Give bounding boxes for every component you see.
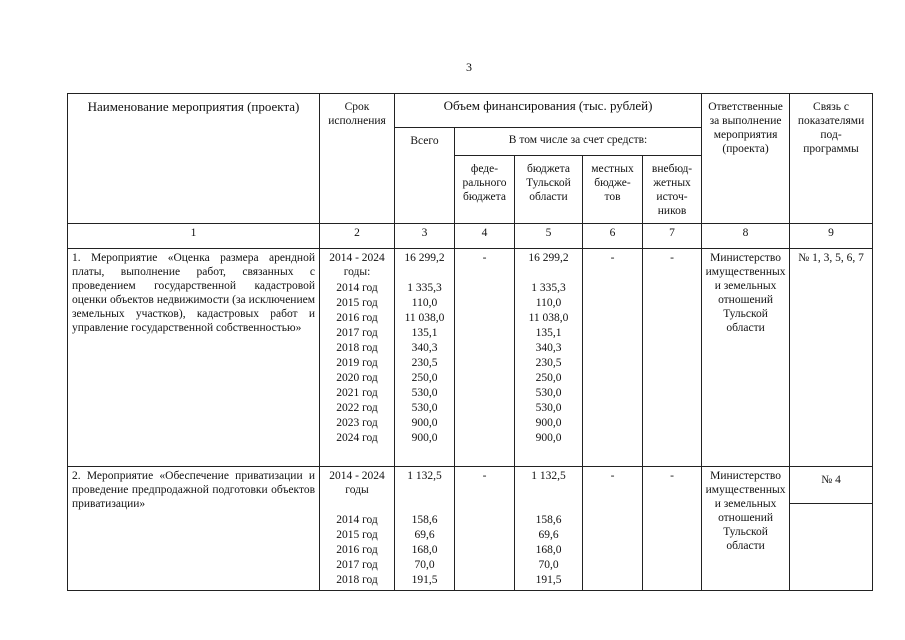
local-cell: -	[583, 467, 643, 591]
measure-name: 2. Мероприятие «Обеспечение приватизации и проведение предпродажной подготовки объектов приватизации»	[68, 467, 320, 591]
year-label: 2023 год	[336, 417, 378, 429]
year-label: 2015 год	[336, 529, 378, 541]
page-number: 3	[466, 60, 472, 74]
header-link: Связь с показателями под- программы	[790, 94, 873, 224]
regional-sum: 16 299,2	[528, 252, 569, 264]
year-value: 230,5	[535, 357, 562, 369]
responsible-cell: Министерство имущественных и земельных отношений Тульской области	[702, 249, 790, 467]
year-label: 2015 год	[336, 297, 378, 309]
extra-cell: -	[643, 249, 702, 467]
regional-cell	[515, 467, 583, 591]
regional-cell	[515, 249, 583, 467]
year-value: 135,1	[411, 327, 438, 339]
header-including: В том числе за счет средств:	[455, 128, 702, 156]
measure-name: 1. Мероприятие «Оценка размера арендной платы, выполнение работ, связанных с проведением государственной кадастровой оценки объектов недвижимости (за исключением земельных участков), кадастровых работ и управление государственной собственностью»	[68, 249, 320, 467]
year-label: 2016 год	[336, 544, 378, 556]
year-label: 2017 год	[336, 559, 378, 571]
year-label: 2022 год	[336, 402, 378, 414]
year-label: 2021 год	[336, 387, 378, 399]
year-value: 158,6	[411, 514, 438, 526]
year-value: 168,0	[411, 544, 438, 556]
year-value: 1 335,3	[407, 282, 442, 294]
col-number: 7	[643, 224, 702, 249]
col-number: 2	[320, 224, 395, 249]
total-cell	[395, 249, 455, 467]
year-label: 2018 год	[336, 342, 378, 354]
year-value: 230,5	[411, 357, 438, 369]
year-value: 340,3	[411, 342, 438, 354]
header-federal: феде- рального бюджета	[455, 156, 515, 224]
year-value: 110,0	[535, 297, 562, 309]
year-label: 2014 год	[336, 514, 378, 526]
table-row	[68, 467, 873, 591]
total-cell	[395, 467, 455, 591]
year-value: 530,0	[535, 387, 562, 399]
period-range: 2014 - 2024 годы	[329, 470, 385, 496]
header-total: Всего	[395, 128, 455, 224]
year-value: 900,0	[535, 432, 562, 444]
col-number: 4	[455, 224, 515, 249]
year-label: 2017 год	[336, 327, 378, 339]
year-value: 1 335,3	[531, 282, 566, 294]
year-value: 530,0	[535, 402, 562, 414]
regional-sum: 1 132,5	[531, 470, 566, 482]
header-local: местных бюдже- тов	[583, 156, 643, 224]
table-row	[68, 249, 873, 467]
measures-table	[67, 93, 873, 591]
header-extra: внебюд- жетных источ- ников	[643, 156, 702, 224]
year-value: 110,0	[411, 297, 438, 309]
year-value: 70,0	[538, 559, 559, 571]
col-number: 6	[583, 224, 643, 249]
year-value: 340,3	[535, 342, 562, 354]
link-value: № 4	[790, 467, 872, 504]
col-number: 9	[790, 224, 873, 249]
col-number: 5	[515, 224, 583, 249]
year-value: 69,6	[538, 529, 559, 541]
year-value: 250,0	[535, 372, 562, 384]
responsible-cell: Министерство имущественных и земельных отношений Тульской области	[702, 467, 790, 591]
column-numbers-row	[68, 224, 873, 249]
col-number: 8	[702, 224, 790, 249]
year-value: 191,5	[411, 574, 438, 586]
extra-cell: -	[643, 467, 702, 591]
year-value: 900,0	[535, 417, 562, 429]
link-cell	[790, 467, 873, 591]
year-value: 135,1	[535, 327, 562, 339]
total-sum: 1 132,5	[407, 470, 442, 482]
year-label: 2019 год	[336, 357, 378, 369]
year-value: 168,0	[535, 544, 562, 556]
year-label: 2024 год	[336, 432, 378, 444]
year-value: 69,6	[414, 529, 435, 541]
local-cell: -	[583, 249, 643, 467]
year-value: 158,6	[535, 514, 562, 526]
total-sum: 16 299,2	[404, 252, 445, 264]
header-name: Наименование мероприятия (проекта)	[68, 94, 320, 224]
year-value: 191,5	[535, 574, 562, 586]
link-cell: № 1, 3, 5, 6, 7	[790, 249, 873, 467]
year-value: 530,0	[411, 402, 438, 414]
year-value: 900,0	[411, 432, 438, 444]
year-value: 70,0	[414, 559, 435, 571]
year-value: 11 038,0	[528, 312, 569, 324]
period-range: 2014 - 2024 годы:	[329, 252, 385, 278]
year-value: 250,0	[411, 372, 438, 384]
period-cell	[320, 249, 395, 467]
year-value: 11 038,0	[404, 312, 445, 324]
year-label: 2020 год	[336, 372, 378, 384]
header-responsible: Ответственные за выполнение мероприятия (проекта)	[702, 94, 790, 224]
year-value: 530,0	[411, 387, 438, 399]
federal-cell: -	[455, 467, 515, 591]
federal-cell: -	[455, 249, 515, 467]
year-label: 2016 год	[336, 312, 378, 324]
header-regional: бюджета Тульской области	[515, 156, 583, 224]
year-label: 2018 год	[336, 574, 378, 586]
col-number: 1	[68, 224, 320, 249]
col-number: 3	[395, 224, 455, 249]
header-term: Срок исполнения	[320, 94, 395, 224]
header-funding: Объем финансирования (тыс. рублей)	[395, 94, 702, 128]
year-label: 2014 год	[336, 282, 378, 294]
period-cell	[320, 467, 395, 591]
year-value: 900,0	[411, 417, 438, 429]
